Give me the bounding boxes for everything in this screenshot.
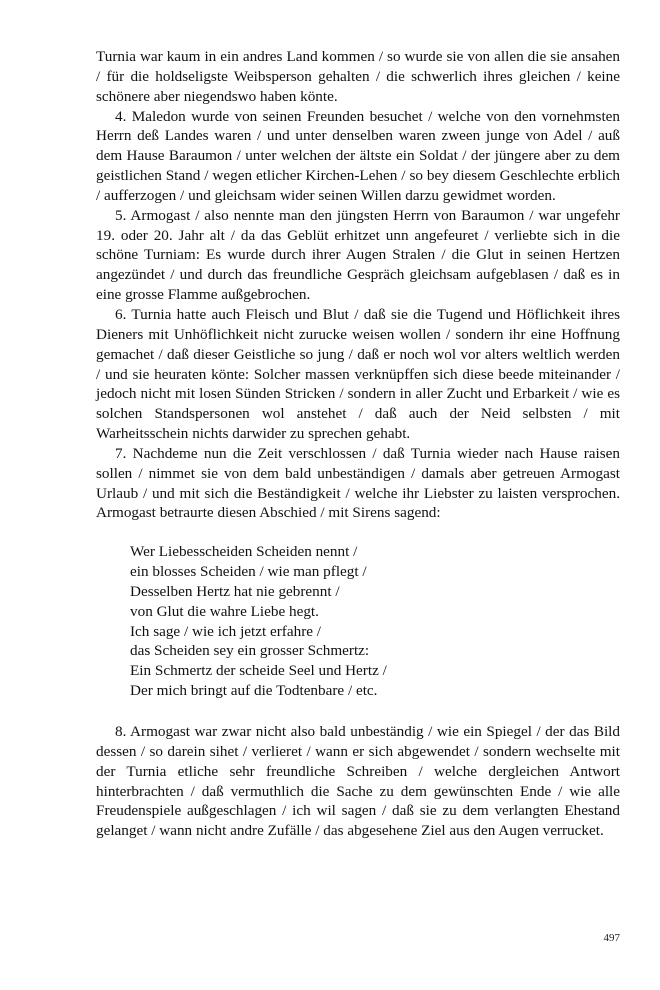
poem-line: Der mich bringt auf die Todtenbare / etc. bbox=[130, 682, 378, 700]
paragraph-continuation: Turnia war kaum in ein andres Land kommen / so wurde sie von allen die sie ansahen / für die holdseligste Weibsperson gehalten / die schwerlich ihres gleichen / keine schönere aber niegendswo haben könte. bbox=[96, 48, 620, 105]
poem-line: ein blosses Scheiden / wie man pflegt / bbox=[130, 563, 367, 581]
paragraph-4: 4. Maledon wurde von seinen Freunden besuchet / welche von den vornehmsten Herrn deß Landes waren / und unter denselben waren zween junge von Adel / auß dem Hause Baraumon / unter welchen der ältste ein Soldat / der jüngere aber zu dem geistlichen Stand / wegen etlicher Kirchen-Lehen / so bey diesem Geschlechte erblich / aufferzogen / und gleichsam wider seinen Willen darzu gewidmet worden. bbox=[96, 107, 620, 204]
paragraph-8: 8. Armogast war zwar nicht also bald unbeständig / wie ein Spiegel / der das Bild dessen / so darein sihet / verlieret / wann er sich abgewendet / sondern wechselte mit der Turnia etliche sehr freundliche Schreiben / welche dergleichen Antwort hinterbrachten / daß vermuthlich die Sache zu dem gewünschten Ende / wie alle Freudenspiele außgeschlagen / ich wil sagen / daß sie zu dem verlangten Ehestand gelanget / wann nicht andre Zufälle / das abgesehene Ziel aus den Augen verrucket. bbox=[96, 723, 620, 840]
paragraph-5: 5. Armogast / also nennte man den jüngsten Herrn von Baraumon / war ungefehr 19. oder 20. Jahr alt / da das Geblüt erhitzet unn angefeuret / verliebte sich in die schöne Turniam: Es wurde durch ihrer Augen Stralen / die Glut in seinen Hertzen angezündet / und durch das freundliche Gespräch gleichsam aufgeblasen / daß es in eine grosse Flamme außgebrochen. bbox=[96, 206, 620, 304]
poem-line: Desselben Hertz hat nie gebrennt / bbox=[130, 582, 340, 600]
poem bbox=[130, 542, 620, 701]
poem-line: das Scheiden sey ein grosser Schmertz: bbox=[130, 642, 370, 660]
paragraph-6: 6. Turnia hatte auch Fleisch und Blut / daß sie die Tugend und Höflichkeit ihres Dieners mit Unhöflichkeit nicht zurucke weisen wollen / sondern ihr eine Hoffnung gemachet / daß dieser Geistliche so jung / daß er noch wol vor alters weltlich werden / und sie heuraten könte: Solcher massen verknüpffen sich diese beede miteinander / jedoch nicht mit losen Sünden Stricken / sondern in aller Zucht und Erbarkeit / wie es solchen Standspersonen wol anstehet / daß auch der Neid selbsten / mit Warheitsschein nichts darwider zu sprechen gehabt. bbox=[96, 305, 620, 443]
poem-line: von Glut die wahre Liebe hegt. bbox=[130, 602, 319, 620]
poem-line: Ein Schmertz der scheide Seel und Hertz / bbox=[130, 662, 387, 680]
paragraph-7: 7. Nachdeme nun die Zeit verschlossen / daß Turnia wieder nach Hause raisen sollen / nimmet sie von dem bald unbeständigen / damals aber getreuen Armogast Urlaub / und mit sich die Beständigkeit / welche ihr Liebster zu laisten versprochen. Armogast betraurte diesen Abschied / mit Sirens sagend: bbox=[96, 444, 620, 522]
poem-line: Ich sage / wie ich jetzt erfahre / bbox=[130, 622, 322, 640]
page-body bbox=[96, 47, 620, 841]
page-number: 497 bbox=[603, 932, 620, 944]
poem-line: Wer Liebesscheiden Scheiden nennt / bbox=[130, 543, 358, 561]
